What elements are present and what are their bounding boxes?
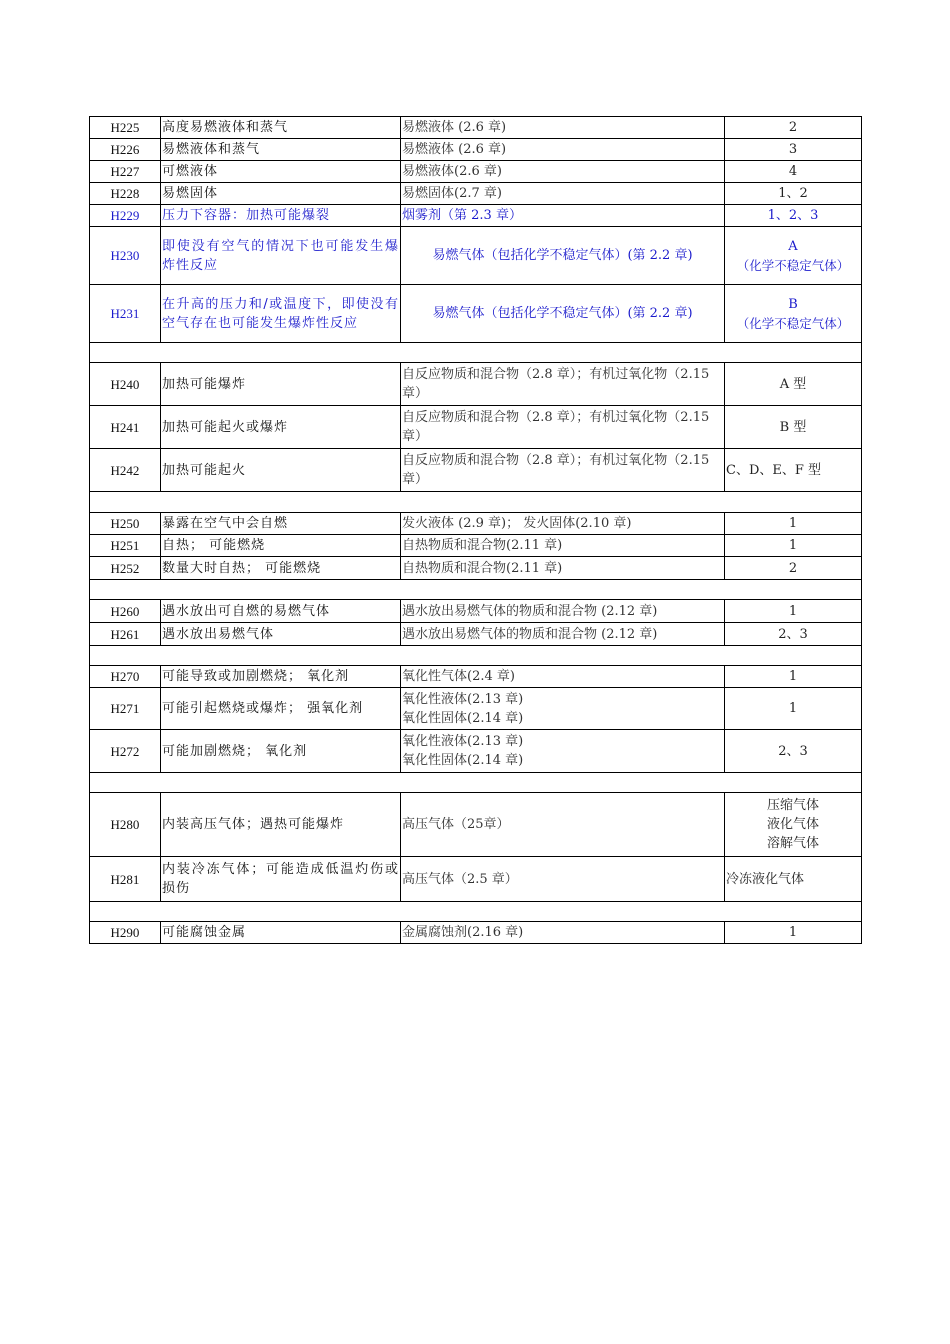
hazard-statement: 遇水放出可自燃的易燃气体 — [161, 600, 401, 623]
separator-cell — [90, 492, 862, 513]
hazard-class: 烟雾剂（第 2.3 章） — [401, 205, 725, 227]
category-line: 液化气体 — [766, 817, 819, 832]
hazard-class: 遇水放出易燃气体的物质和混合物 (2.12 章) — [401, 623, 725, 646]
hazard-category: 1、2 — [725, 183, 862, 205]
hazard-category: 2、3 — [725, 623, 862, 646]
hazard-class: 易燃固体(2.7 章) — [401, 183, 725, 205]
table-row-h270 — [90, 666, 862, 688]
hazard-category: 1、2、3 — [725, 205, 862, 227]
table-row-h227 — [90, 161, 862, 183]
hazard-category: B 型 — [725, 406, 862, 449]
hazard-statement: 可燃液体 — [161, 161, 401, 183]
table-row-h281 — [90, 857, 862, 902]
hazard-class: 易燃液体(2.6 章) — [401, 161, 725, 183]
hazard-category: 1 — [725, 513, 862, 535]
hazard-code: H242 — [90, 449, 161, 492]
hazard-code: H250 — [90, 513, 161, 535]
hazard-category: 1 — [725, 600, 862, 623]
hazard-category: C、D、E、F 型 — [725, 449, 862, 492]
hazard-code: H240 — [90, 363, 161, 406]
hazard-class: 自反应物质和混合物（2.8 章）；有机过氧化物（2.15 章） — [401, 449, 725, 492]
hazard-code: H227 — [90, 161, 161, 183]
hazard-class: 金属腐蚀剂(2.16 章) — [401, 922, 725, 944]
hazard-category: 2 — [725, 557, 862, 580]
hazard-statement: 可能腐蚀金属 — [161, 922, 401, 944]
table-row-h280 — [90, 793, 862, 857]
hazard-category: 2 — [725, 117, 862, 139]
hazard-statement: 可能引起燃烧或爆炸； 强氧化剂 — [161, 688, 401, 730]
table-row-h290 — [90, 922, 862, 944]
category-line: 压缩气体 — [766, 798, 819, 813]
hazard-category: 3 — [725, 139, 862, 161]
table-row-h230 — [90, 227, 862, 285]
hazard-code: H241 — [90, 406, 161, 449]
hazard-class: 易燃气体（包括化学不稳定气体）(第 2.2 章) — [401, 227, 725, 285]
separator-row — [90, 343, 862, 363]
separator-cell — [90, 773, 862, 793]
hazard-code: H225 — [90, 117, 161, 139]
hazard-code: H251 — [90, 535, 161, 557]
hazard-code: H280 — [90, 793, 161, 857]
hazard-statement: 易燃液体和蒸气 — [161, 139, 401, 161]
hazard-statement: 压力下容器：加热可能爆裂 — [161, 205, 401, 227]
separator-cell — [90, 902, 862, 922]
hazard-class: 自热物质和混合物(2.11 章) — [401, 535, 725, 557]
table-row-h242 — [90, 449, 862, 492]
table-row-h225 — [90, 117, 862, 139]
hazard-category — [725, 227, 862, 285]
hazard-statement: 即使没有空气的情况下也可能发生爆炸性反应 — [161, 227, 401, 285]
table-row-h229 — [90, 205, 862, 227]
hazard-statement: 遇水放出易燃气体 — [161, 623, 401, 646]
hazard-class: 易燃液体 (2.6 章) — [401, 139, 725, 161]
table-row-h251 — [90, 535, 862, 557]
hazard-code: H230 — [90, 227, 161, 285]
hazard-code: H270 — [90, 666, 161, 688]
table-row-h231 — [90, 285, 862, 343]
category-line: A — [788, 238, 798, 254]
hazard-table — [89, 116, 862, 944]
class-line: 氧化性固体(2.14 章) — [402, 710, 524, 726]
hazard-code: H252 — [90, 557, 161, 580]
hazard-category: 冷冻液化气体 — [725, 857, 862, 902]
hazard-statement: 可能导致或加剧燃烧； 氧化剂 — [161, 666, 401, 688]
hazard-class: 发火液体 (2.9 章)； 发火固体(2.10 章) — [401, 513, 725, 535]
hazard-code: H231 — [90, 285, 161, 343]
hazard-category: 1 — [725, 535, 862, 557]
table-row-h261 — [90, 623, 862, 646]
category-line: B — [788, 296, 798, 312]
hazard-code: H290 — [90, 922, 161, 944]
separator-cell — [90, 343, 862, 363]
hazard-code: H272 — [90, 730, 161, 773]
hazard-class: 易燃气体（包括化学不稳定气体）(第 2.2 章) — [401, 285, 725, 343]
class-line: 氧化性液体(2.13 章) — [402, 691, 524, 707]
hazard-statement: 加热可能爆炸 — [161, 363, 401, 406]
hazard-category — [725, 793, 862, 857]
hazard-code: H271 — [90, 688, 161, 730]
hazard-statement: 内装高压气体；遇热可能爆炸 — [161, 793, 401, 857]
category-line: （化学不稳定气体） — [736, 257, 850, 273]
class-line: 氧化性液体(2.13 章) — [402, 734, 524, 749]
hazard-code: H260 — [90, 600, 161, 623]
hazard-statement: 暴露在空气中会自燃 — [161, 513, 401, 535]
hazard-class — [401, 730, 725, 773]
hazard-class: 自反应物质和混合物（2.8 章）；有机过氧化物（2.15 章） — [401, 406, 725, 449]
hazard-statement: 易燃固体 — [161, 183, 401, 205]
hazard-class: 自反应物质和混合物（2.8 章）；有机过氧化物（2.15 章） — [401, 363, 725, 406]
separator-row — [90, 646, 862, 666]
hazard-statement: 数量大时自热； 可能燃烧 — [161, 557, 401, 580]
separator-row — [90, 773, 862, 793]
separator-row — [90, 580, 862, 600]
hazard-statement: 在升高的压力和/或温度下，即使没有空气存在也可能发生爆炸性反应 — [161, 285, 401, 343]
hazard-code: H261 — [90, 623, 161, 646]
hazard-statement: 高度易燃液体和蒸气 — [161, 117, 401, 139]
hazard-statement: 加热可能起火 — [161, 449, 401, 492]
class-line: 氧化性固体(2.14 章) — [402, 753, 524, 768]
table-row-h228 — [90, 183, 862, 205]
hazard-statement: 可能加剧燃烧； 氧化剂 — [161, 730, 401, 773]
hazard-code: H229 — [90, 205, 161, 227]
hazard-class: 高压气体（25章） — [401, 793, 725, 857]
hazard-category: 1 — [725, 922, 862, 944]
table-row-h226 — [90, 139, 862, 161]
hazard-class — [401, 688, 725, 730]
hazard-category: A 型 — [725, 363, 862, 406]
hazard-statement: 加热可能起火或爆炸 — [161, 406, 401, 449]
hazard-category: 1 — [725, 688, 862, 730]
hazard-class: 遇水放出易燃气体的物质和混合物 (2.12 章) — [401, 600, 725, 623]
table-row-h272 — [90, 730, 862, 773]
hazard-statement: 内装冷冻气体；可能造成低温灼伤或损伤 — [161, 857, 401, 902]
category-line: 溶解气体 — [766, 836, 819, 851]
hazard-category — [725, 285, 862, 343]
table-row-h250 — [90, 513, 862, 535]
hazard-category: 4 — [725, 161, 862, 183]
hazard-class: 氧化性气体(2.4 章) — [401, 666, 725, 688]
hazard-class: 自热物质和混合物(2.11 章) — [401, 557, 725, 580]
hazard-category: 2、3 — [725, 730, 862, 773]
hazard-category: 1 — [725, 666, 862, 688]
table-row-h260 — [90, 600, 862, 623]
separator-cell — [90, 646, 862, 666]
table-row-h252 — [90, 557, 862, 580]
separator-cell — [90, 580, 862, 600]
table-row-h240 — [90, 363, 862, 406]
hazard-statement: 自热； 可能燃烧 — [161, 535, 401, 557]
hazard-class: 易燃液体 (2.6 章) — [401, 117, 725, 139]
separator-row — [90, 902, 862, 922]
hazard-code: H228 — [90, 183, 161, 205]
hazard-class: 高压气体（2.5 章） — [401, 857, 725, 902]
separator-row — [90, 492, 862, 513]
category-line: （化学不稳定气体） — [736, 315, 850, 331]
hazard-code: H281 — [90, 857, 161, 902]
table-row-h271 — [90, 688, 862, 730]
table-row-h241 — [90, 406, 862, 449]
hazard-code: H226 — [90, 139, 161, 161]
